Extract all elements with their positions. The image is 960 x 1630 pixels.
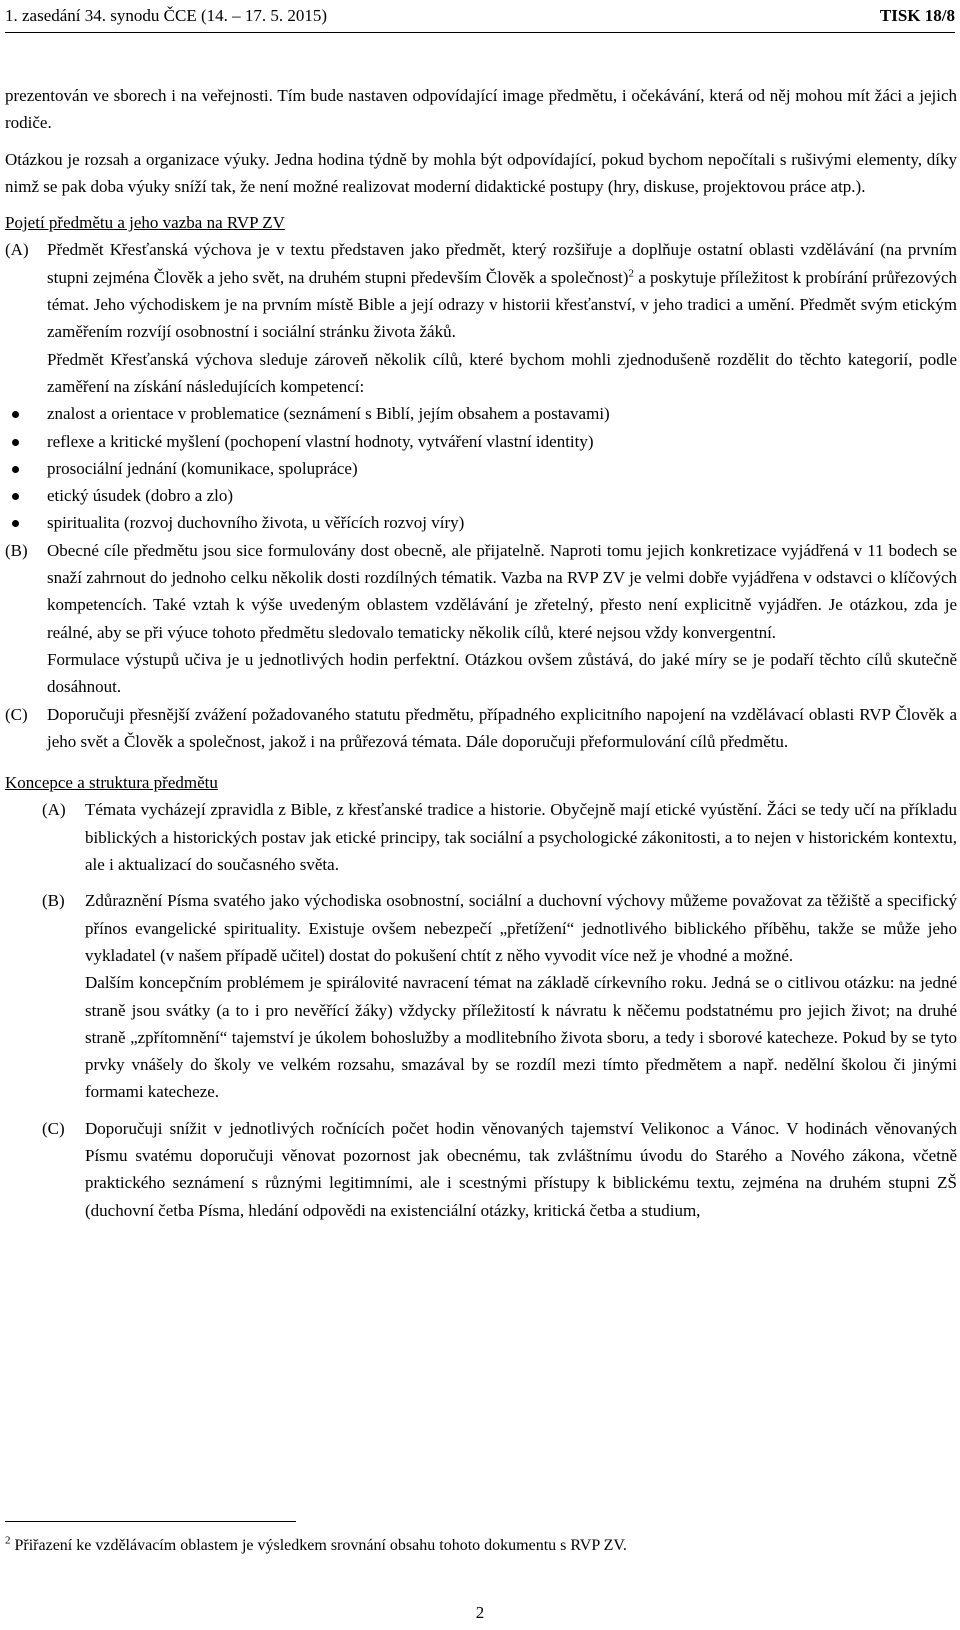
list-item-text: etický úsudek (dobro a zlo) [47, 486, 233, 506]
section-heading-concept: Pojetí předmětu a jeho vazba na RVP ZV [5, 213, 285, 233]
bullet-icon [12, 411, 19, 418]
list-item-text: prosociální jednání (komunikace, spolupráce) [47, 458, 358, 478]
item-label: (B) [5, 540, 28, 560]
footnote-ref: 2 [628, 267, 634, 280]
footnote [5, 1534, 955, 1555]
header-rule [5, 32, 955, 33]
page-number: 2 [475, 1603, 485, 1622]
list-item-text: znalost a orientace v problematice (seznámení s Biblí, jejím obsahem a postavami) [47, 404, 610, 424]
item-label: (B) [42, 891, 65, 911]
section2-item-b [5, 887, 957, 1105]
section-heading-structure: Koncepce a struktura předmětu [5, 773, 218, 793]
section1-item-a [5, 236, 957, 400]
intro-paragraph-2: Otázkou je rozsah a organizace výuky. Jedna hodina týdně by mohla být odpovídající, pokud bychom nepočítali s rušivými elementy, díky nimž se pak doba výuky sníží tak, že není možné realizovat moderní didaktické postupy (hry, diskuse, projektovou práce atp.). [5, 149, 957, 196]
list-item [5, 428, 957, 455]
section2-b-paragraph-2: Dalším koncepčním problémem je spirálovité navracení témat na základě církevního roku. Jedná se o citlivou otázku: na jedné straně jsou svátky (a to i pro nevěřící žáky) vždycky příležitostí k návratu k něčemu podstatnému pro jejich život; na druhé straně „zpřítomnění“ tajemství je úkolem bohoslužby a modlitebního života sboru, a tedy i sborové katecheze. Pokud by se tyto prvky vnášely do školy ve velkém rozsahu, smazával by se rozdíl mezi tímto předmětem a např. nedělní školou či jinými formami katecheze. [85, 973, 957, 1102]
document-body [5, 82, 957, 1224]
list-item [5, 509, 957, 536]
item-label: (C) [5, 704, 28, 724]
section1-a-paragraph-1 [47, 236, 957, 345]
list-item-text: reflexe a kritické myšlení (pochopení vlastní hodnoty, vytváření vlastní identity) [47, 431, 594, 451]
header-print-number: TISK 18/8 [879, 6, 955, 25]
footnote-text: Přiřazení ke vzdělávacím oblastem je výsledkem srovnání obsahu tohoto dokumentu s RVP ZV. [10, 1537, 627, 1554]
text-run: a poskytuje příležitost k probírání průřezových témat. Jeho východiskem je na prvním místě Bible a její odrazy v historii křesťanství, v jeho tradici a umění. Předmět svým etickým zaměřením rozvíjí osobnostní i sociální stránku života žáků. [47, 267, 957, 342]
item-label: (A) [42, 800, 66, 820]
bullet-icon [12, 520, 19, 527]
header-session-title: 1. zasedání 34. synodu ČCE (14. – 17. 5. 2015) [5, 6, 328, 25]
section1-b-paragraph-2: Formulace výstupů učiva je u jednotlivých hodin perfektní. Otázkou ovšem zůstává, do jaké míry se je podaří těchto cílů skutečně dosáhnout. [47, 649, 957, 697]
item-label: (C) [42, 1118, 65, 1138]
section2-item-a [5, 796, 957, 878]
section1-c-paragraph-1: Doporučuji přesnější zvážení požadovaného statutu předmětu, případného explicitního napojení na vzdělávací oblasti RVP Člověk a jeho svět a Člověk a společnost, jakož i na průřezová témata. Dále doporučuji přeformulování cílů předmětu. [47, 704, 957, 751]
list-item [5, 482, 957, 509]
list-item [5, 455, 957, 482]
section1-b-paragraph-1: Obecné cíle předmětu jsou sice formulovány dost obecně, ale přijatelně. Naproti tomu jejich konkretizace vyjádřená v 11 bodech se snaží zahrnout do jednoho celku několik dosti rozdílných tématik. Vazba na RVP ZV je velmi dobře vyjádřena v odstavci o klíčových kompetencích. Také vztah k výše uvedeným oblastem vzdělávání je zřetelný, přesto není explicitně vyjádřen. Je otázkou, zda je reálné, aby se při výuce tohoto předmětu sledovalo tematicky několik cílů, které nejsou vždy konvergentní. [47, 540, 957, 642]
section1-item-b [5, 537, 957, 701]
intro-paragraph-1: prezentován ve sborech i na veřejnosti. Tím bude nastaven odpovídající image předmětu, i očekávání, která od něj mohou mít žáci a jejich rodiče. [5, 86, 957, 133]
bullet-icon [12, 439, 19, 446]
section2-item-c [5, 1115, 957, 1224]
bullet-icon [12, 466, 19, 473]
section1-item-c [5, 701, 957, 756]
item-label: (A) [5, 240, 29, 260]
bullet-icon [12, 493, 19, 500]
section2-a-paragraph-1: Témata vycházejí zpravidla z Bible, z křesťanské tradice a historie. Obyčejně mají etické vyústění. Žáci se tedy učí na příkladu biblických a historických postav jak etické principy, tak sociální a psychologické zákonitosti, a to nejen v historickém kontextu, ale i aktualizací do současného světa. [85, 800, 957, 875]
page-header [5, 6, 955, 30]
footnote-number: 2 [5, 1534, 11, 1547]
list-item-text: spiritualita (rozvoj duchovního života, u věřících rozvoj víry) [47, 513, 465, 533]
footnote-rule [5, 1521, 296, 1522]
section2-b-paragraph-1: Zdůraznění Písma svatého jako východiska osobnostní, sociální a duchovní výchovy můžeme považovat za těžiště a specifický přínos evangelické spirituality. Existuje ovšem nebezpečí „přetížení“ jednotlivého biblického příběhu, takže se může jeho vykladatel (v našem případě učitel) dostat do pokušení chtít z něho vyvodit více než je vhodné a možné. [85, 891, 957, 965]
list-item [5, 400, 957, 427]
section1-a-paragraph-2: Předmět Křesťanská výchova sleduje zároveň několik cílů, které bychom mohli zjednodušeně rozdělit do těchto kategorií, podle zaměření na získání následujících kompetencí: [47, 349, 957, 396]
competency-list [5, 400, 957, 536]
text-run: Předmět Křesťanská výchova je v textu představen jako předmět, který rozšiřuje a doplňuje ostatní oblasti vzdělávání (na prvním stupni zejména Člověk a jeho svět, na druhém stupni především Člověk a společnost) [47, 240, 957, 287]
section2-c-paragraph-1: Doporučuji snížit v jednotlivých ročnících počet hodin věnovaných tajemství Velikonoc a Vánoc. V hodinách věnovaných Písmu svatému doporučuji věnovat pozornost jak obecnému, tak zvláštnímu úvodu do Starého a Nového zákona, včetně praktického seznámení s různými legitimními, ale i scestnými přístupy k biblickému textu, zejména na druhém stupni ZŠ (duchovní četba Písma, hledání odpovědi na existenciální otázky, kritická četba a studium, [85, 1118, 957, 1220]
